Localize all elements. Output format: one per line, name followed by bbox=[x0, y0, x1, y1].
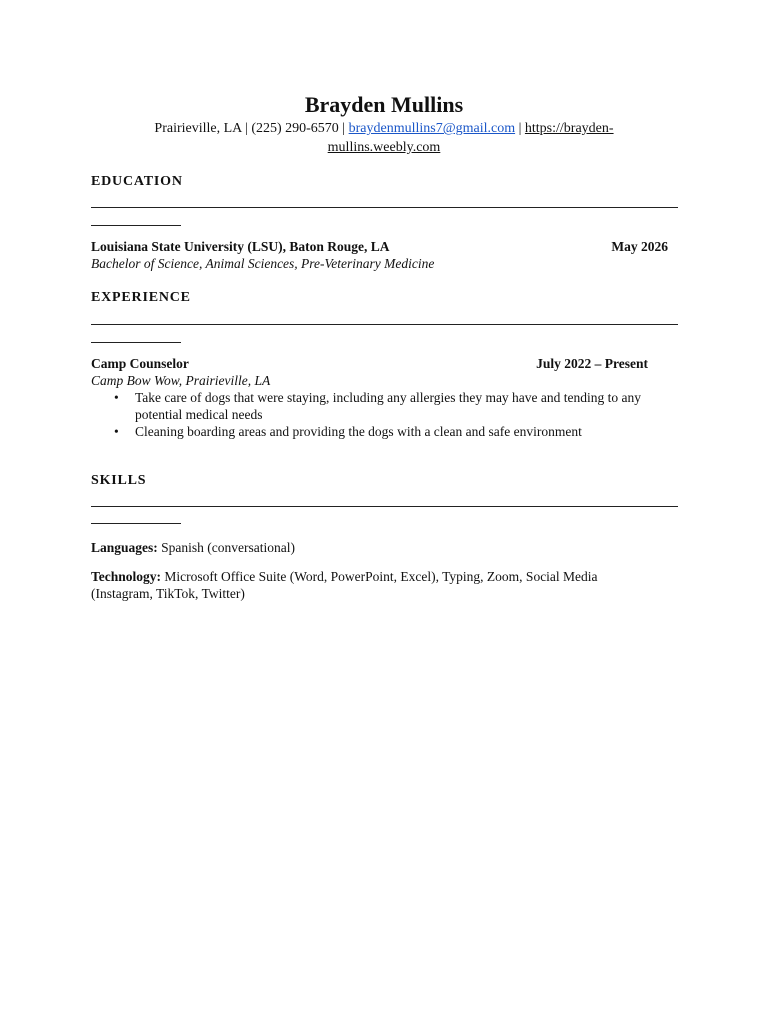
experience-title: Camp Counselor bbox=[91, 356, 189, 371]
bullet-text: Take care of dogs that were staying, including any allergies they may have and tending to any potential medical needs bbox=[135, 390, 642, 422]
languages-label: Languages: bbox=[91, 540, 158, 555]
experience-divider-short bbox=[91, 342, 181, 343]
bullet-icon: • bbox=[114, 424, 119, 439]
contact-line bbox=[120, 119, 648, 157]
location-phone: Prairieville, LA | (225) 290-6570 | bbox=[154, 121, 349, 136]
education-divider-short bbox=[91, 225, 181, 226]
technology-label: Technology: bbox=[91, 569, 162, 584]
list-item bbox=[91, 423, 671, 440]
skills-technology bbox=[91, 568, 651, 602]
list-item bbox=[91, 389, 671, 423]
bullet-icon: • bbox=[114, 390, 119, 405]
website-link[interactable]: https://brayden-mullins.weebly.com bbox=[327, 121, 614, 155]
experience-heading: EXPERIENCE bbox=[91, 290, 191, 305]
education-date: May 2026 bbox=[611, 239, 668, 254]
candidate-name: Brayden Mullins bbox=[304, 92, 464, 117]
education-school: Louisiana State University (LSU), Baton Rouge, LA bbox=[91, 239, 390, 254]
skills-languages bbox=[91, 539, 651, 556]
languages-value: Spanish (conversational) bbox=[157, 540, 295, 555]
technology-value: Microsoft Office Suite (Word, PowerPoint, Excel), Typing, Zoom, Social Media (Instagram, TikTok, Twitter) bbox=[91, 569, 598, 601]
experience-employer: Camp Bow Wow, Prairieville, LA bbox=[91, 373, 271, 388]
skills-divider-short bbox=[91, 523, 181, 524]
education-heading: EDUCATION bbox=[91, 174, 183, 189]
experience-bullet-list bbox=[91, 389, 671, 440]
skills-divider bbox=[91, 506, 678, 507]
experience-divider bbox=[91, 324, 678, 325]
education-degree: Bachelor of Science, Animal Sciences, Pre-Veterinary Medicine bbox=[91, 256, 435, 271]
experience-date: July 2022 – Present bbox=[536, 356, 648, 371]
skills-heading: SKILLS bbox=[91, 473, 147, 488]
education-divider bbox=[91, 207, 678, 208]
contact-separator: | bbox=[515, 121, 525, 136]
bullet-text: Cleaning boarding areas and providing the dogs with a clean and safe environment bbox=[135, 424, 582, 439]
email-link[interactable]: braydenmullins7@gmail.com bbox=[348, 121, 516, 136]
